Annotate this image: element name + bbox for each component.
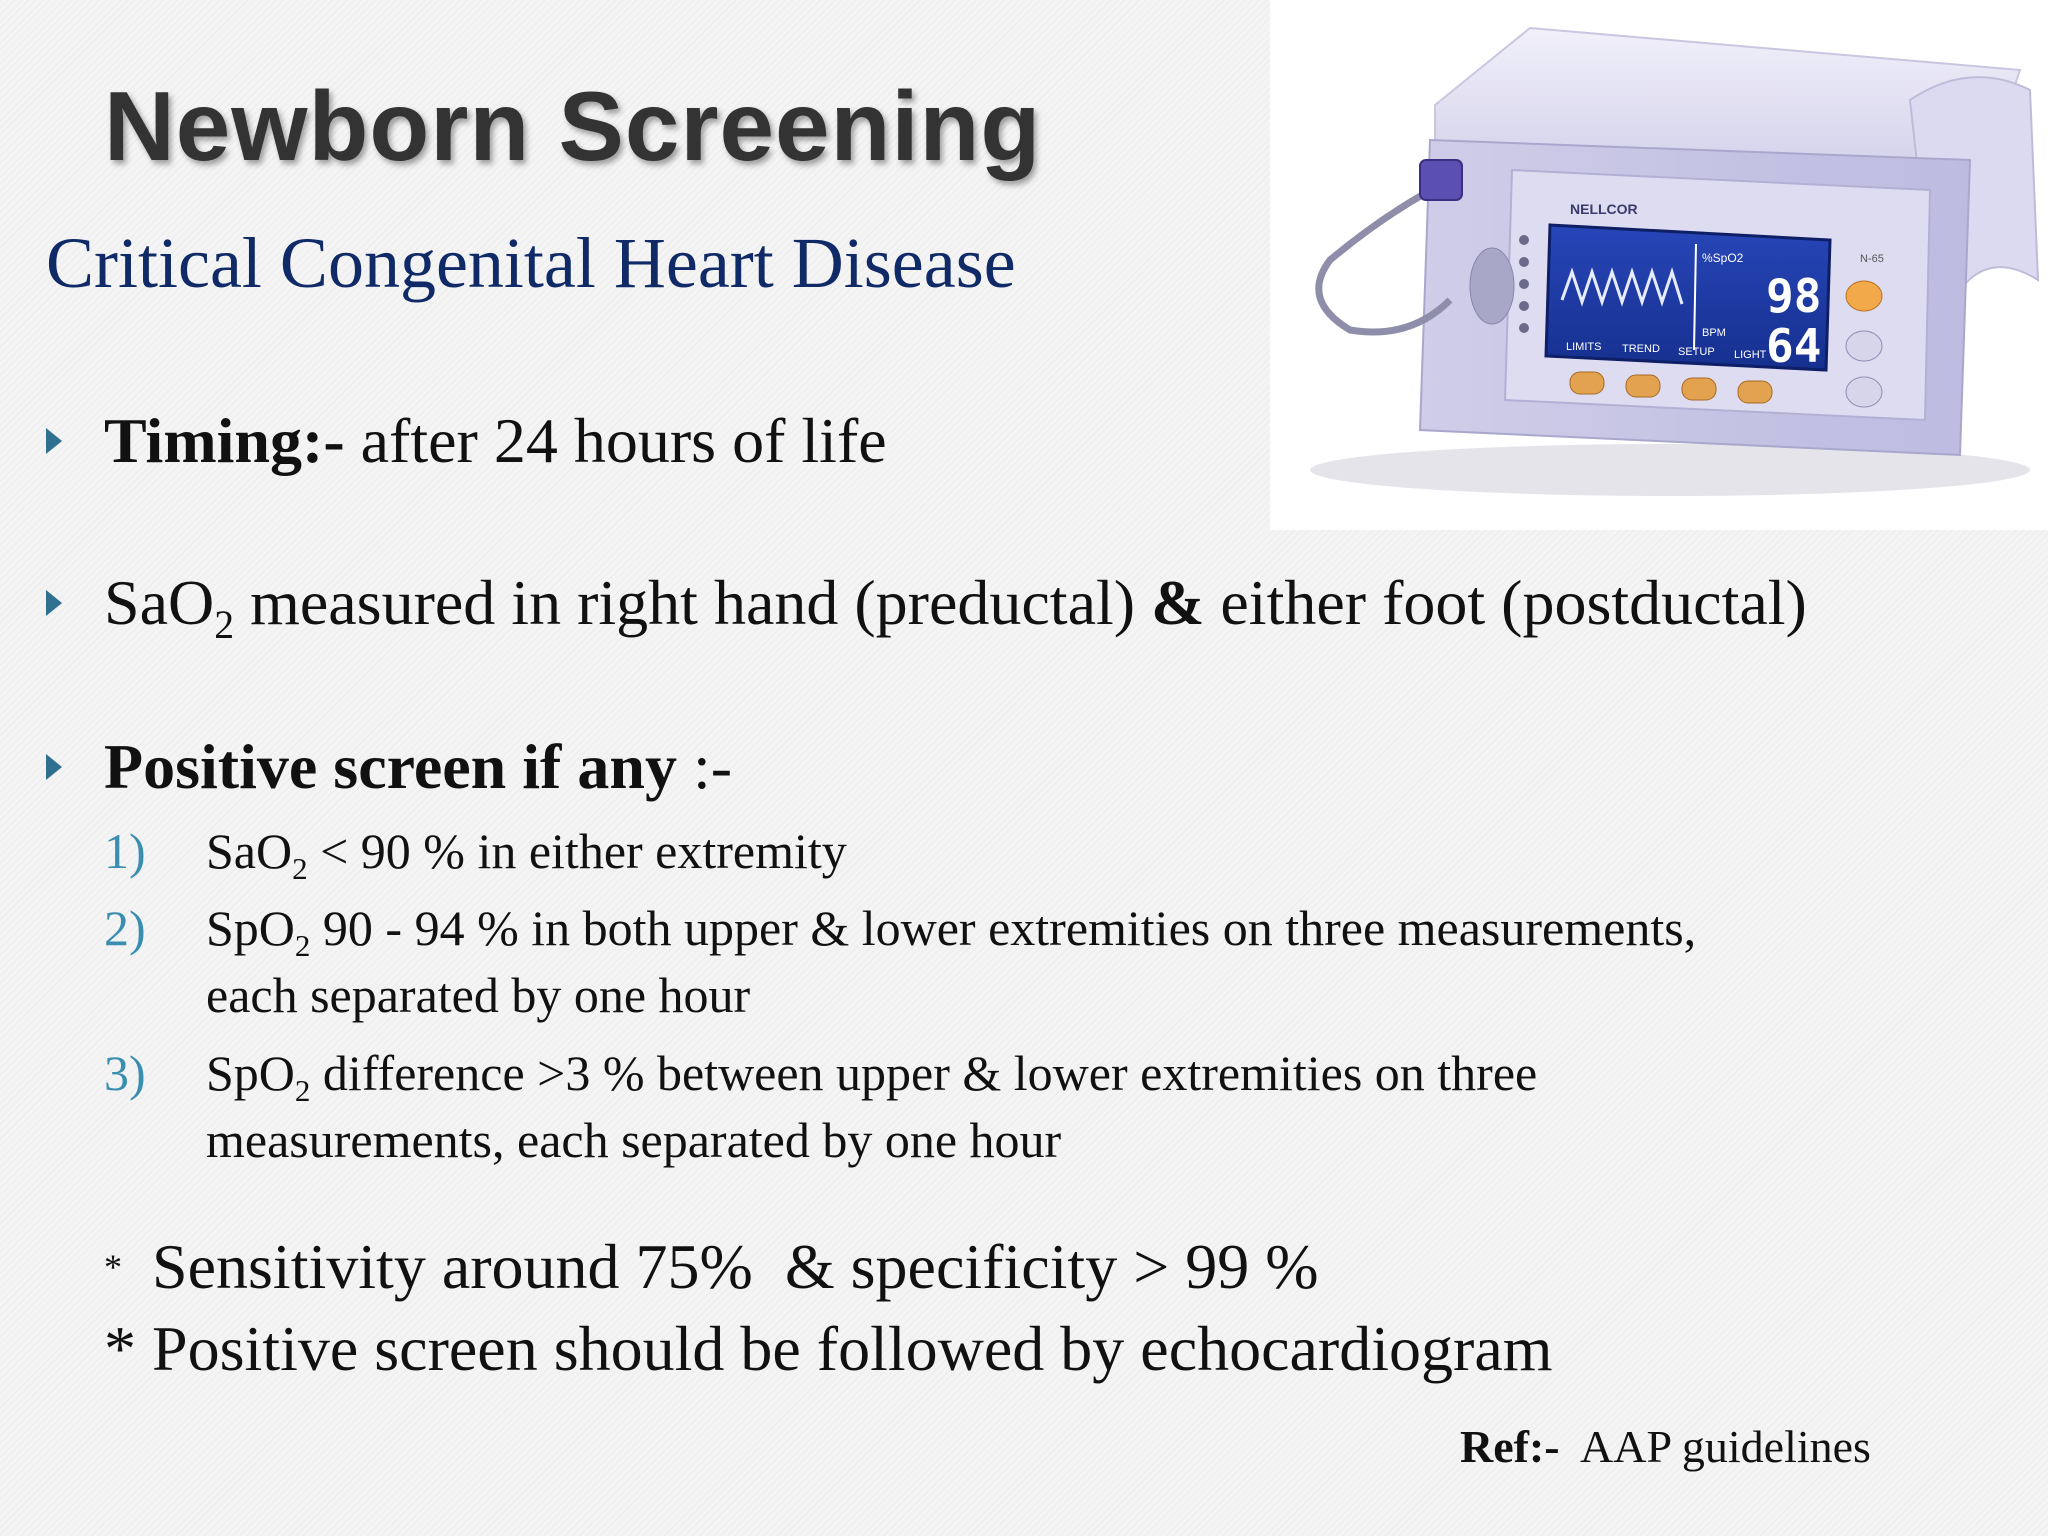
bullet-timing — [46, 404, 887, 478]
slide-title: Newborn Screening — [104, 71, 1042, 181]
up-arrow-button[interactable] — [1846, 331, 1882, 361]
softkey-light-button[interactable] — [1738, 381, 1772, 403]
slide-subtitle: Critical Congenital Heart Disease — [46, 223, 1016, 303]
criteria-body: < 90 % in either extremity — [307, 823, 847, 879]
criteria-subscript: 2 — [294, 1072, 311, 1108]
bullet-positive-text — [104, 730, 732, 804]
positive-suffix: :- — [676, 731, 733, 802]
pulse-oximeter-illustration — [1270, 0, 2048, 530]
criteria-body: 90 - 94 % in both upper & lower extremities on three measurements, — [310, 900, 1697, 956]
reference — [1460, 1420, 1871, 1473]
softkey-setup-button[interactable] — [1682, 378, 1716, 400]
bpm-label: BPM — [1702, 327, 1726, 339]
criteria-text — [206, 1040, 1537, 1107]
sao2-subscript: 2 — [214, 602, 235, 647]
spo2-label: %SpO2 — [1702, 251, 1744, 265]
criteria-number: 3) — [104, 1045, 146, 1101]
pulse-oximeter-image — [1270, 0, 2048, 530]
ref-text: AAP guidelines — [1559, 1421, 1871, 1472]
timing-label: Timing:- — [104, 405, 345, 476]
criteria-item — [104, 895, 1696, 1029]
positive-label: Positive screen if any — [104, 731, 677, 802]
criteria-subscript: 2 — [292, 850, 308, 886]
note-star: * — [104, 1247, 122, 1287]
sensor-connector — [1420, 160, 1462, 200]
criteria-prefix: SpO — [206, 900, 295, 956]
down-arrow-button[interactable] — [1846, 377, 1882, 407]
criteria-prefix: SaO — [206, 823, 293, 879]
speaker-grille — [1470, 248, 1514, 324]
criteria-item — [104, 818, 847, 885]
criteria-item — [104, 1040, 1537, 1174]
criteria-body: difference >3 % between upper & lower extremities on three — [310, 1045, 1538, 1101]
bullet-positive-screen — [46, 730, 732, 804]
criteria-text — [206, 818, 847, 885]
bullet-arrow-icon — [46, 590, 62, 616]
sao2-end: either foot (postductal) — [1204, 567, 1807, 638]
criteria-number: 2) — [104, 900, 146, 956]
criteria-text-continued: measurements, each separated by one hour — [206, 1112, 1062, 1168]
spo2-value: 98 — [1766, 269, 1822, 323]
softkey-trend-button[interactable] — [1626, 375, 1660, 397]
screen-label-trend: TREND — [1622, 343, 1660, 355]
screen-label-setup: SETUP — [1678, 346, 1715, 358]
bullet-sao2-text — [104, 566, 1807, 647]
criteria-text-continued: each separated by one hour — [206, 967, 751, 1023]
device-brand: NELLCOR — [1570, 201, 1638, 217]
alarm-silence-button[interactable] — [1846, 281, 1882, 311]
ref-label: Ref:- — [1460, 1421, 1560, 1472]
bullet-arrow-icon — [46, 754, 62, 780]
timing-value: after 24 hours of life — [344, 405, 887, 476]
criteria-text — [206, 895, 1696, 962]
note-sensitivity-text: Sensitivity around 75% & specificity > 99 % — [152, 1231, 1319, 1302]
pulse-value: 64 — [1766, 319, 1822, 373]
note-echocardiogram: * Positive screen should be followed by echocardiogram — [104, 1313, 1553, 1384]
screen-label-limits: LIMITS — [1566, 341, 1602, 353]
note-sensitivity — [104, 1230, 1319, 1304]
bullet-timing-text — [104, 404, 887, 478]
criteria-number: 1) — [104, 823, 146, 879]
screen-label-light: LIGHT — [1734, 349, 1767, 361]
sao2-mid: measured in right hand (preductal) — [234, 567, 1152, 638]
device-model: N-65 — [1860, 253, 1884, 265]
criteria-subscript: 2 — [294, 927, 311, 963]
sao2-prefix: SaO — [104, 567, 215, 638]
bullet-sao2 — [46, 566, 1807, 647]
criteria-prefix: SpO — [206, 1045, 295, 1101]
softkey-limits-button[interactable] — [1570, 372, 1604, 394]
sao2-ampersand: & — [1151, 567, 1205, 638]
bullet-arrow-icon — [46, 428, 62, 454]
